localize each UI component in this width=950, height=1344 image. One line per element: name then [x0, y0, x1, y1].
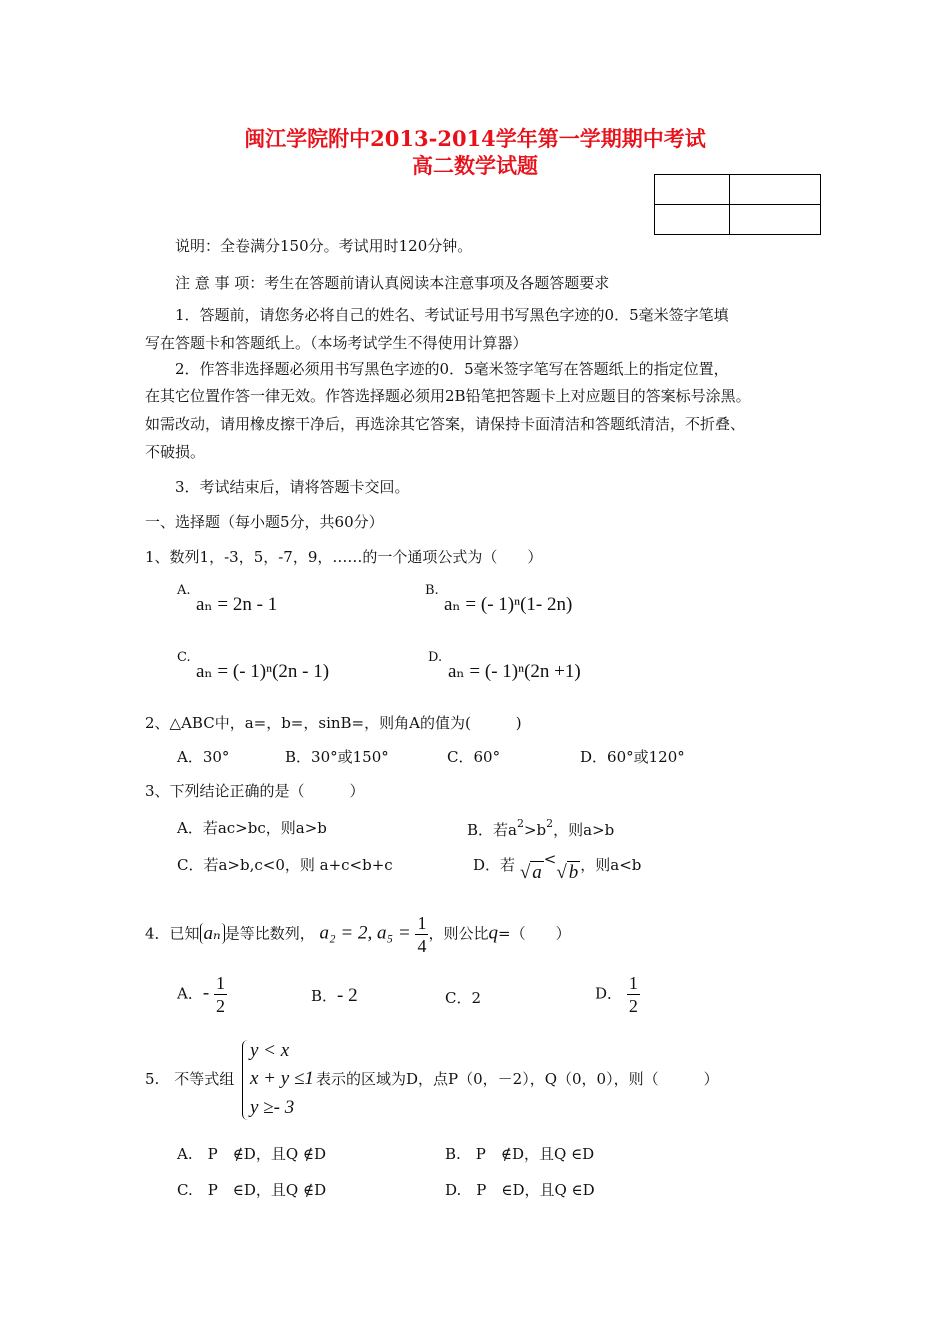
q1-label-b: B. — [425, 583, 439, 598]
notice-item-3: 3．考试结束后，请将答题卡交回。 — [175, 478, 410, 496]
q4-option-c: C．2 — [445, 989, 482, 1007]
score-cell — [730, 205, 821, 235]
q3-option-a: A．若ac>bc，则a>b — [177, 819, 327, 837]
q2-option-a: A．30° — [177, 748, 230, 766]
notice-item-2c: 如需改动，请用橡皮擦干净后，再选涂其它答案，请保持卡面清洁和答题纸清洁，不折叠、 — [145, 415, 746, 433]
score-cell — [655, 175, 730, 205]
q1-label-c: C. — [177, 650, 191, 665]
q2-option-c: C．60° — [447, 748, 501, 766]
q1-label-a: A. — [177, 583, 191, 598]
q5-option-b: B. P ∉D，且Q ∈D — [445, 1145, 595, 1163]
section-heading: 一、选择题（每小题5分，共60分） — [145, 513, 384, 531]
q1-label-d: D. — [428, 650, 443, 665]
exam-title: 闽江学院附中2013-2014学年第一学期期中考试 — [244, 126, 706, 151]
question-4-stem: 4．已知 aₙ 是等比数列， a₂ = 2, a₅ = $\frac{1}{4}$ ，则公比q=（ ） — [145, 913, 571, 956]
q1-option-d: aₙ = (- 1)ⁿ(2n +1) — [448, 661, 581, 682]
question-2-stem: 2、△ABC中，a=，b=，sinB=，则角A的值为( ) — [145, 714, 522, 732]
notice-item-1b: 写在答题卡和答题纸上。（本场考试学生不得使用计算器） — [145, 334, 528, 352]
score-cell — [730, 175, 821, 205]
q5-option-d: D. P ∈D，且Q ∈D — [445, 1181, 595, 1199]
q5-option-c: C. P ∈D，且Q ∉D — [177, 1181, 327, 1199]
exam-subtitle: 高二数学试题 — [412, 153, 538, 178]
notice-item-1a: 1．答题前，请您务必将自己的姓名、考试证号用书写黑色字迹的0．5毫米签字笔填 — [175, 306, 729, 324]
question-5-prefix: 5. 不等式组 — [145, 1070, 235, 1088]
q1-option-c: aₙ = (- 1)ⁿ(2n - 1) — [196, 661, 330, 682]
q2-option-b: B．30°或150° — [285, 748, 389, 766]
q1-option-a: aₙ = 2n - 1 — [196, 594, 278, 615]
notice-item-2a: 2．作答非选择题必须用书写黑色字迹的0．5毫米签字笔写在答题纸上的指定位置， — [175, 360, 729, 378]
inequality-1: y < x — [250, 1040, 290, 1061]
inequality-3: y ≥- 3 — [250, 1097, 295, 1118]
notice-title: 注 意 事 项：考生在答题前请认真阅读本注意事项及各题答题要求 — [175, 274, 610, 292]
score-cell — [655, 205, 730, 235]
notice-item-2d: 不破损。 — [145, 443, 206, 461]
exam-note: 说明：全卷满分150分。考试用时120分钟。 — [175, 237, 473, 255]
q3-option-d: D．若 √ a<√ b ，则a<b — [473, 850, 642, 883]
q3-option-b: B．若$a^2>b^2$，则a>b — [467, 817, 615, 839]
question-5-stem: 表示的区域为D，点P（0，－2），Q（0，0），则（ ） — [316, 1070, 719, 1088]
q1-option-b: aₙ = (- 1)ⁿ(1- 2n) — [444, 594, 573, 615]
q4-option-a: A．- $\frac{1}{2}$ — [177, 973, 225, 1016]
question-1-stem: 1、数列1，-3，5，-7，9，……的一个通项公式为（ ） — [145, 548, 543, 566]
question-3-stem: 3、下列结论正确的是（ ） — [145, 782, 365, 800]
q2-option-d: D．60°或120° — [580, 748, 685, 766]
q4-option-d: D． $\frac{1}{2}$ — [595, 973, 638, 1016]
q4-option-b: B．- 2 — [311, 985, 358, 1006]
q5-option-a: A. P ∉D，且Q ∉D — [177, 1145, 327, 1163]
q3-option-c: C．若a>b,c<0，则 a+c<b+c — [177, 856, 393, 874]
inequality-2: x + y ≤1 — [250, 1068, 314, 1089]
notice-item-2b: 在其它位置作答一律无效。作答选择题必须用2B铅笔把答题卡上对应题目的答案标号涂黑。 — [145, 387, 751, 405]
score-table — [654, 174, 821, 235]
